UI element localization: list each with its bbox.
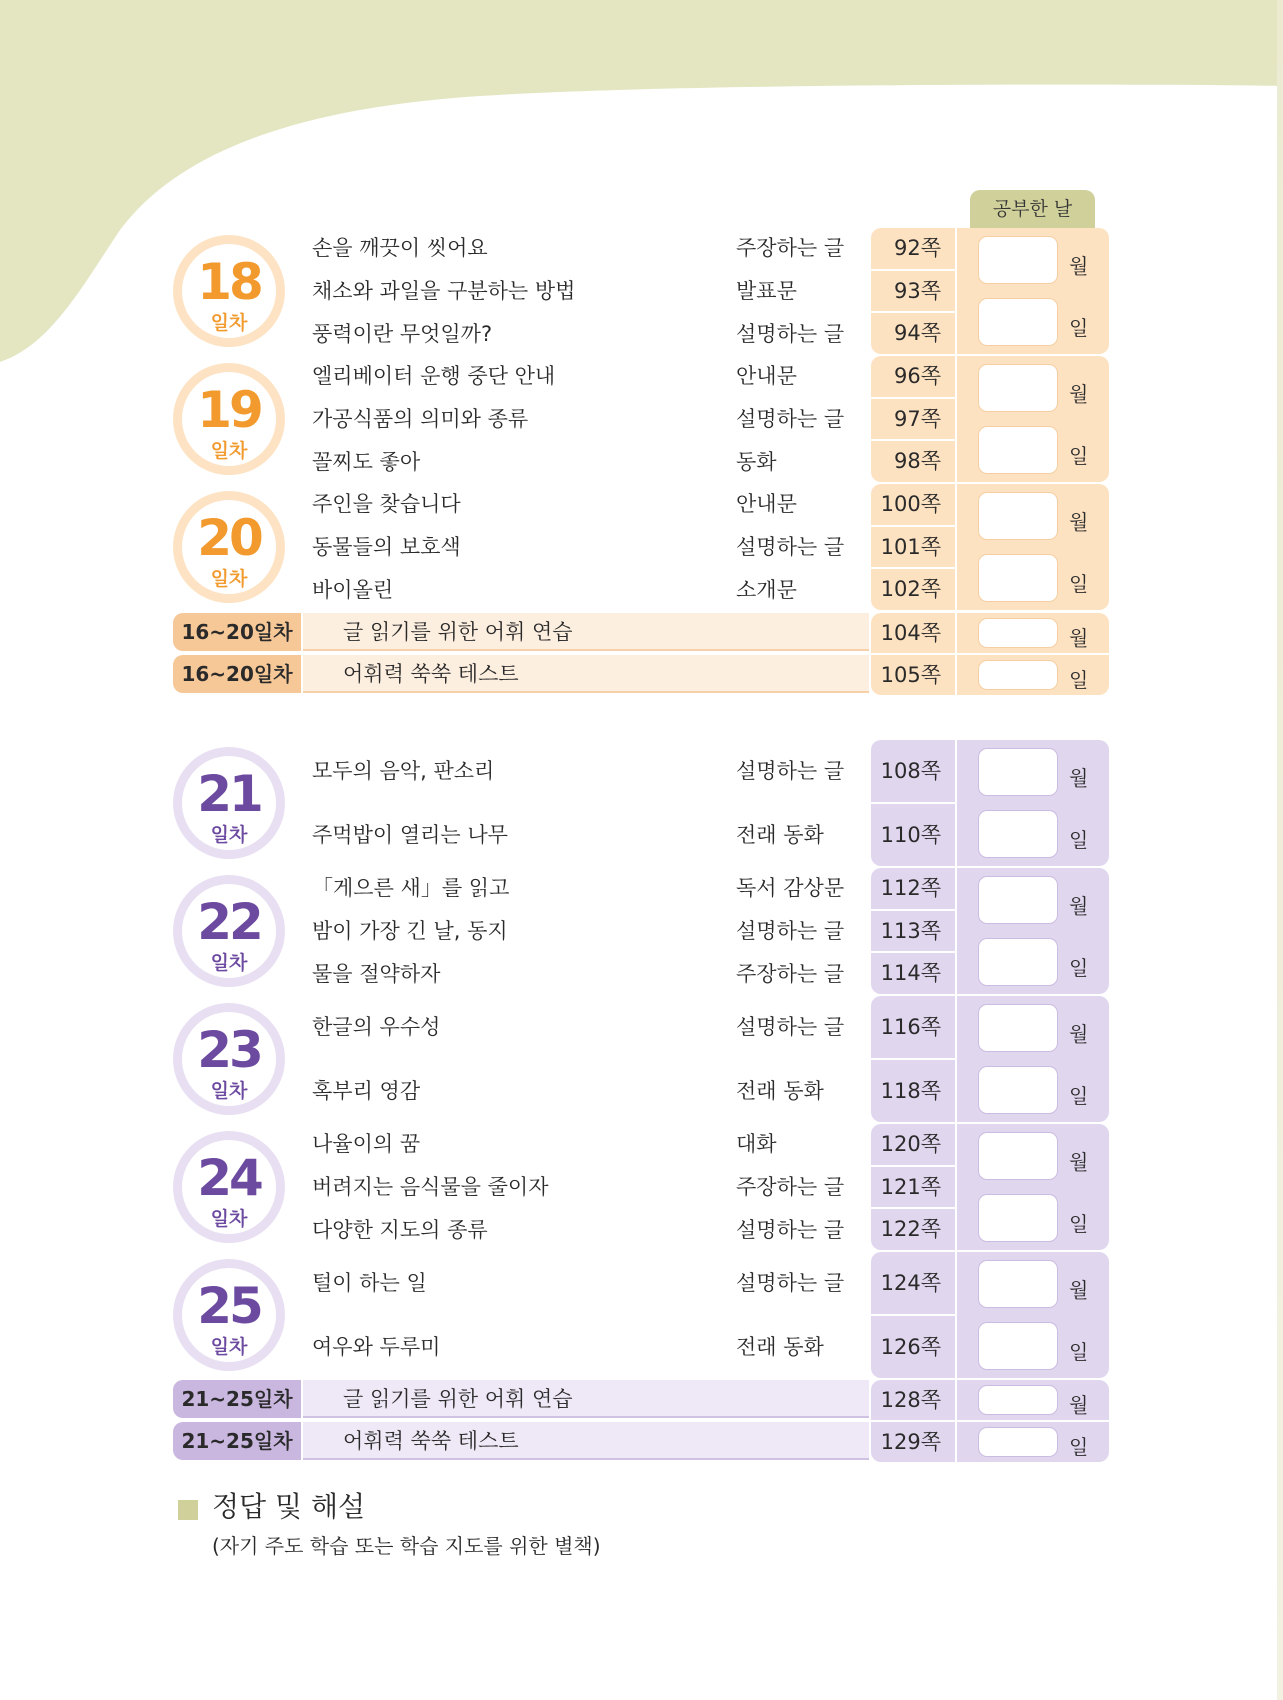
page-number: 128쪽 bbox=[871, 1380, 955, 1420]
month-unit: 월 bbox=[1069, 382, 1089, 406]
page-number: 96쪽 bbox=[871, 356, 955, 397]
item-title: 물을 절약하자 bbox=[312, 961, 441, 986]
item-type: 소개문 bbox=[736, 577, 797, 602]
item-title: 여우와 두루미 bbox=[312, 1335, 441, 1359]
month-input[interactable] bbox=[978, 876, 1058, 924]
item-type: 설명하는 글 bbox=[736, 1015, 845, 1039]
day-suffix: 일차 bbox=[210, 440, 248, 462]
page-number: 98쪽 bbox=[871, 441, 955, 482]
item-title: 꼴찌도 좋아 bbox=[312, 449, 421, 474]
study-date-cell bbox=[957, 1422, 1109, 1462]
study-date-cell bbox=[957, 868, 1109, 994]
study-date-header: 공부한 날 bbox=[970, 190, 1095, 228]
day-number: 20 bbox=[197, 509, 261, 567]
item-title: 손을 깨끗이 씻어요 bbox=[312, 236, 488, 261]
month-input[interactable] bbox=[978, 748, 1058, 796]
day-input[interactable] bbox=[978, 1194, 1058, 1242]
item-title: 털이 하는 일 bbox=[312, 1271, 427, 1295]
page-number: 94쪽 bbox=[871, 313, 955, 354]
item-title: 한글의 우수성 bbox=[312, 1015, 441, 1039]
page-number: 112쪽 bbox=[871, 868, 955, 909]
page-number: 100쪽 bbox=[871, 484, 955, 525]
day-suffix: 일차 bbox=[210, 952, 248, 974]
item-title: 바이올린 bbox=[312, 577, 394, 602]
day-input[interactable] bbox=[978, 938, 1058, 986]
month-unit: 월 bbox=[1069, 1393, 1089, 1417]
page-number: 101쪽 bbox=[871, 527, 955, 568]
item-type: 전래 동화 bbox=[736, 1335, 824, 1359]
page-number: 105쪽 bbox=[871, 655, 955, 695]
page-number: 124쪽 bbox=[871, 1252, 955, 1314]
month-input[interactable] bbox=[978, 1004, 1058, 1052]
page-number: 118쪽 bbox=[871, 1060, 955, 1122]
study-date-cell bbox=[957, 613, 1109, 653]
page-number: 114쪽 bbox=[871, 953, 955, 994]
item-title: 엘리베이터 운행 중단 안내 bbox=[312, 364, 556, 389]
month-input[interactable] bbox=[978, 492, 1058, 540]
day-unit: 일 bbox=[1069, 668, 1089, 692]
review-range-label: 16~20일차 bbox=[173, 613, 301, 651]
item-type: 설명하는 글 bbox=[736, 535, 845, 559]
study-date-cell bbox=[957, 996, 1109, 1122]
day-input[interactable] bbox=[978, 1066, 1058, 1114]
month-unit: 월 bbox=[1069, 1022, 1089, 1046]
day-badge bbox=[173, 491, 285, 603]
study-date-cell bbox=[957, 356, 1109, 482]
day-number: 25 bbox=[197, 1277, 261, 1335]
day-unit: 일 bbox=[1069, 1212, 1089, 1236]
month-unit: 월 bbox=[1069, 894, 1089, 918]
day-badge bbox=[173, 1259, 285, 1371]
month-unit: 월 bbox=[1069, 1150, 1089, 1174]
item-type: 주장하는 글 bbox=[736, 961, 845, 986]
day-suffix: 일차 bbox=[210, 1336, 248, 1358]
day-badge bbox=[173, 235, 285, 347]
day-input[interactable] bbox=[978, 660, 1058, 690]
item-title: 채소와 과일을 구분하는 방법 bbox=[312, 279, 576, 303]
month-unit: 월 bbox=[1069, 254, 1089, 278]
page-number: 97쪽 bbox=[871, 399, 955, 440]
day-unit: 일 bbox=[1069, 444, 1089, 468]
item-title: 가공식품의 의미와 종류 bbox=[312, 407, 529, 431]
item-type: 설명하는 글 bbox=[736, 1217, 845, 1242]
page-number: 121쪽 bbox=[871, 1167, 955, 1208]
study-date-cell bbox=[957, 655, 1109, 695]
item-type: 설명하는 글 bbox=[736, 919, 845, 943]
page-number: 113쪽 bbox=[871, 911, 955, 952]
day-number: 24 bbox=[197, 1149, 261, 1207]
page-number: 102쪽 bbox=[871, 569, 955, 610]
item-type: 설명하는 글 bbox=[736, 1271, 845, 1295]
day-suffix: 일차 bbox=[210, 1208, 248, 1230]
review-range-label: 21~25일차 bbox=[173, 1422, 301, 1460]
item-type: 주장하는 글 bbox=[736, 1175, 845, 1199]
month-input[interactable] bbox=[978, 1132, 1058, 1180]
item-title: 모두의 음악, 판소리 bbox=[312, 759, 495, 783]
item-type: 전래 동화 bbox=[736, 1079, 824, 1103]
day-input[interactable] bbox=[978, 554, 1058, 602]
item-title: 주인을 찾습니다 bbox=[312, 492, 461, 517]
page-number: 108쪽 bbox=[871, 740, 955, 802]
study-date-cell bbox=[957, 228, 1109, 354]
day-suffix: 일차 bbox=[210, 1080, 248, 1102]
day-unit: 일 bbox=[1069, 1435, 1089, 1459]
item-title: 주먹밥이 열리는 나무 bbox=[312, 823, 508, 847]
month-input[interactable] bbox=[978, 236, 1058, 284]
page-number: 116쪽 bbox=[871, 996, 955, 1058]
item-type: 안내문 bbox=[736, 492, 797, 517]
day-input[interactable] bbox=[978, 298, 1058, 346]
page-number: 92쪽 bbox=[871, 228, 955, 269]
item-title: 동물들의 보호색 bbox=[312, 535, 461, 559]
item-type: 주장하는 글 bbox=[736, 236, 845, 261]
item-type: 발표문 bbox=[736, 279, 797, 303]
review-title: 글 읽기를 위한 어휘 연습 bbox=[303, 613, 869, 651]
study-date-cell bbox=[957, 1124, 1109, 1250]
month-input[interactable] bbox=[978, 618, 1058, 648]
day-number: 18 bbox=[197, 253, 261, 311]
item-type: 설명하는 글 bbox=[736, 407, 845, 431]
answers-title: 정답 및 해설 bbox=[212, 1490, 366, 1523]
page-number: 104쪽 bbox=[871, 613, 955, 653]
page-number: 120쪽 bbox=[871, 1124, 955, 1165]
item-title: 다양한 지도의 종류 bbox=[312, 1217, 488, 1242]
item-type: 설명하는 글 bbox=[736, 321, 845, 346]
review-range-label: 21~25일차 bbox=[173, 1380, 301, 1418]
page-number: 110쪽 bbox=[871, 804, 955, 866]
study-date-cell bbox=[957, 740, 1109, 866]
page-number: 93쪽 bbox=[871, 271, 955, 312]
item-title: 혹부리 영감 bbox=[312, 1079, 421, 1103]
day-badge bbox=[173, 1003, 285, 1115]
day-input[interactable] bbox=[978, 810, 1058, 858]
answer-marker-icon bbox=[178, 1500, 198, 1520]
answers-subtitle: (자기 주도 학습 또는 학습 지도를 위한 별책) bbox=[212, 1534, 601, 1558]
month-input[interactable] bbox=[978, 364, 1058, 412]
day-unit: 일 bbox=[1069, 956, 1089, 980]
day-unit: 일 bbox=[1069, 1084, 1089, 1108]
month-input[interactable] bbox=[978, 1385, 1058, 1415]
item-type: 설명하는 글 bbox=[736, 759, 845, 783]
day-number: 23 bbox=[197, 1021, 261, 1079]
day-badge bbox=[173, 875, 285, 987]
item-title: 풍력이란 무엇일까? bbox=[312, 321, 493, 346]
page-number: 122쪽 bbox=[871, 1209, 955, 1250]
day-input[interactable] bbox=[978, 426, 1058, 474]
month-unit: 월 bbox=[1069, 766, 1089, 790]
review-range-label: 16~20일차 bbox=[173, 655, 301, 693]
day-suffix: 일차 bbox=[210, 824, 248, 846]
day-suffix: 일차 bbox=[210, 568, 248, 590]
review-title: 어휘력 쑥쑥 테스트 bbox=[303, 655, 869, 693]
month-unit: 월 bbox=[1069, 1278, 1089, 1302]
review-title: 어휘력 쑥쑥 테스트 bbox=[303, 1422, 869, 1460]
study-date-cell bbox=[957, 1252, 1109, 1378]
day-unit: 일 bbox=[1069, 1340, 1089, 1364]
day-number: 21 bbox=[197, 765, 261, 823]
day-input[interactable] bbox=[978, 1427, 1058, 1457]
day-unit: 일 bbox=[1069, 316, 1089, 340]
day-number: 19 bbox=[197, 381, 261, 439]
day-badge bbox=[173, 747, 285, 859]
day-badge bbox=[173, 1131, 285, 1243]
item-title: 「게으른 새」를 읽고 bbox=[312, 876, 510, 901]
item-type: 안내문 bbox=[736, 364, 797, 389]
month-unit: 월 bbox=[1069, 510, 1089, 534]
day-input[interactable] bbox=[978, 1322, 1058, 1370]
item-type: 동화 bbox=[736, 449, 777, 474]
item-type: 대화 bbox=[736, 1132, 777, 1157]
day-badge bbox=[173, 363, 285, 475]
day-unit: 일 bbox=[1069, 572, 1089, 596]
day-number: 22 bbox=[197, 893, 261, 951]
page-number: 126쪽 bbox=[871, 1316, 955, 1378]
study-date-cell bbox=[957, 484, 1109, 610]
item-title: 밤이 가장 긴 날, 동지 bbox=[312, 919, 508, 943]
page-number: 129쪽 bbox=[871, 1422, 955, 1462]
item-title: 나율이의 꿈 bbox=[312, 1132, 421, 1157]
day-unit: 일 bbox=[1069, 828, 1089, 852]
study-date-cell bbox=[957, 1380, 1109, 1420]
day-suffix: 일차 bbox=[210, 312, 248, 334]
item-title: 버려지는 음식물을 줄이자 bbox=[312, 1175, 549, 1199]
month-unit: 월 bbox=[1069, 626, 1089, 650]
item-type: 독서 감상문 bbox=[736, 876, 845, 901]
month-input[interactable] bbox=[978, 1260, 1058, 1308]
review-title: 글 읽기를 위한 어휘 연습 bbox=[303, 1380, 869, 1418]
item-type: 전래 동화 bbox=[736, 823, 824, 847]
